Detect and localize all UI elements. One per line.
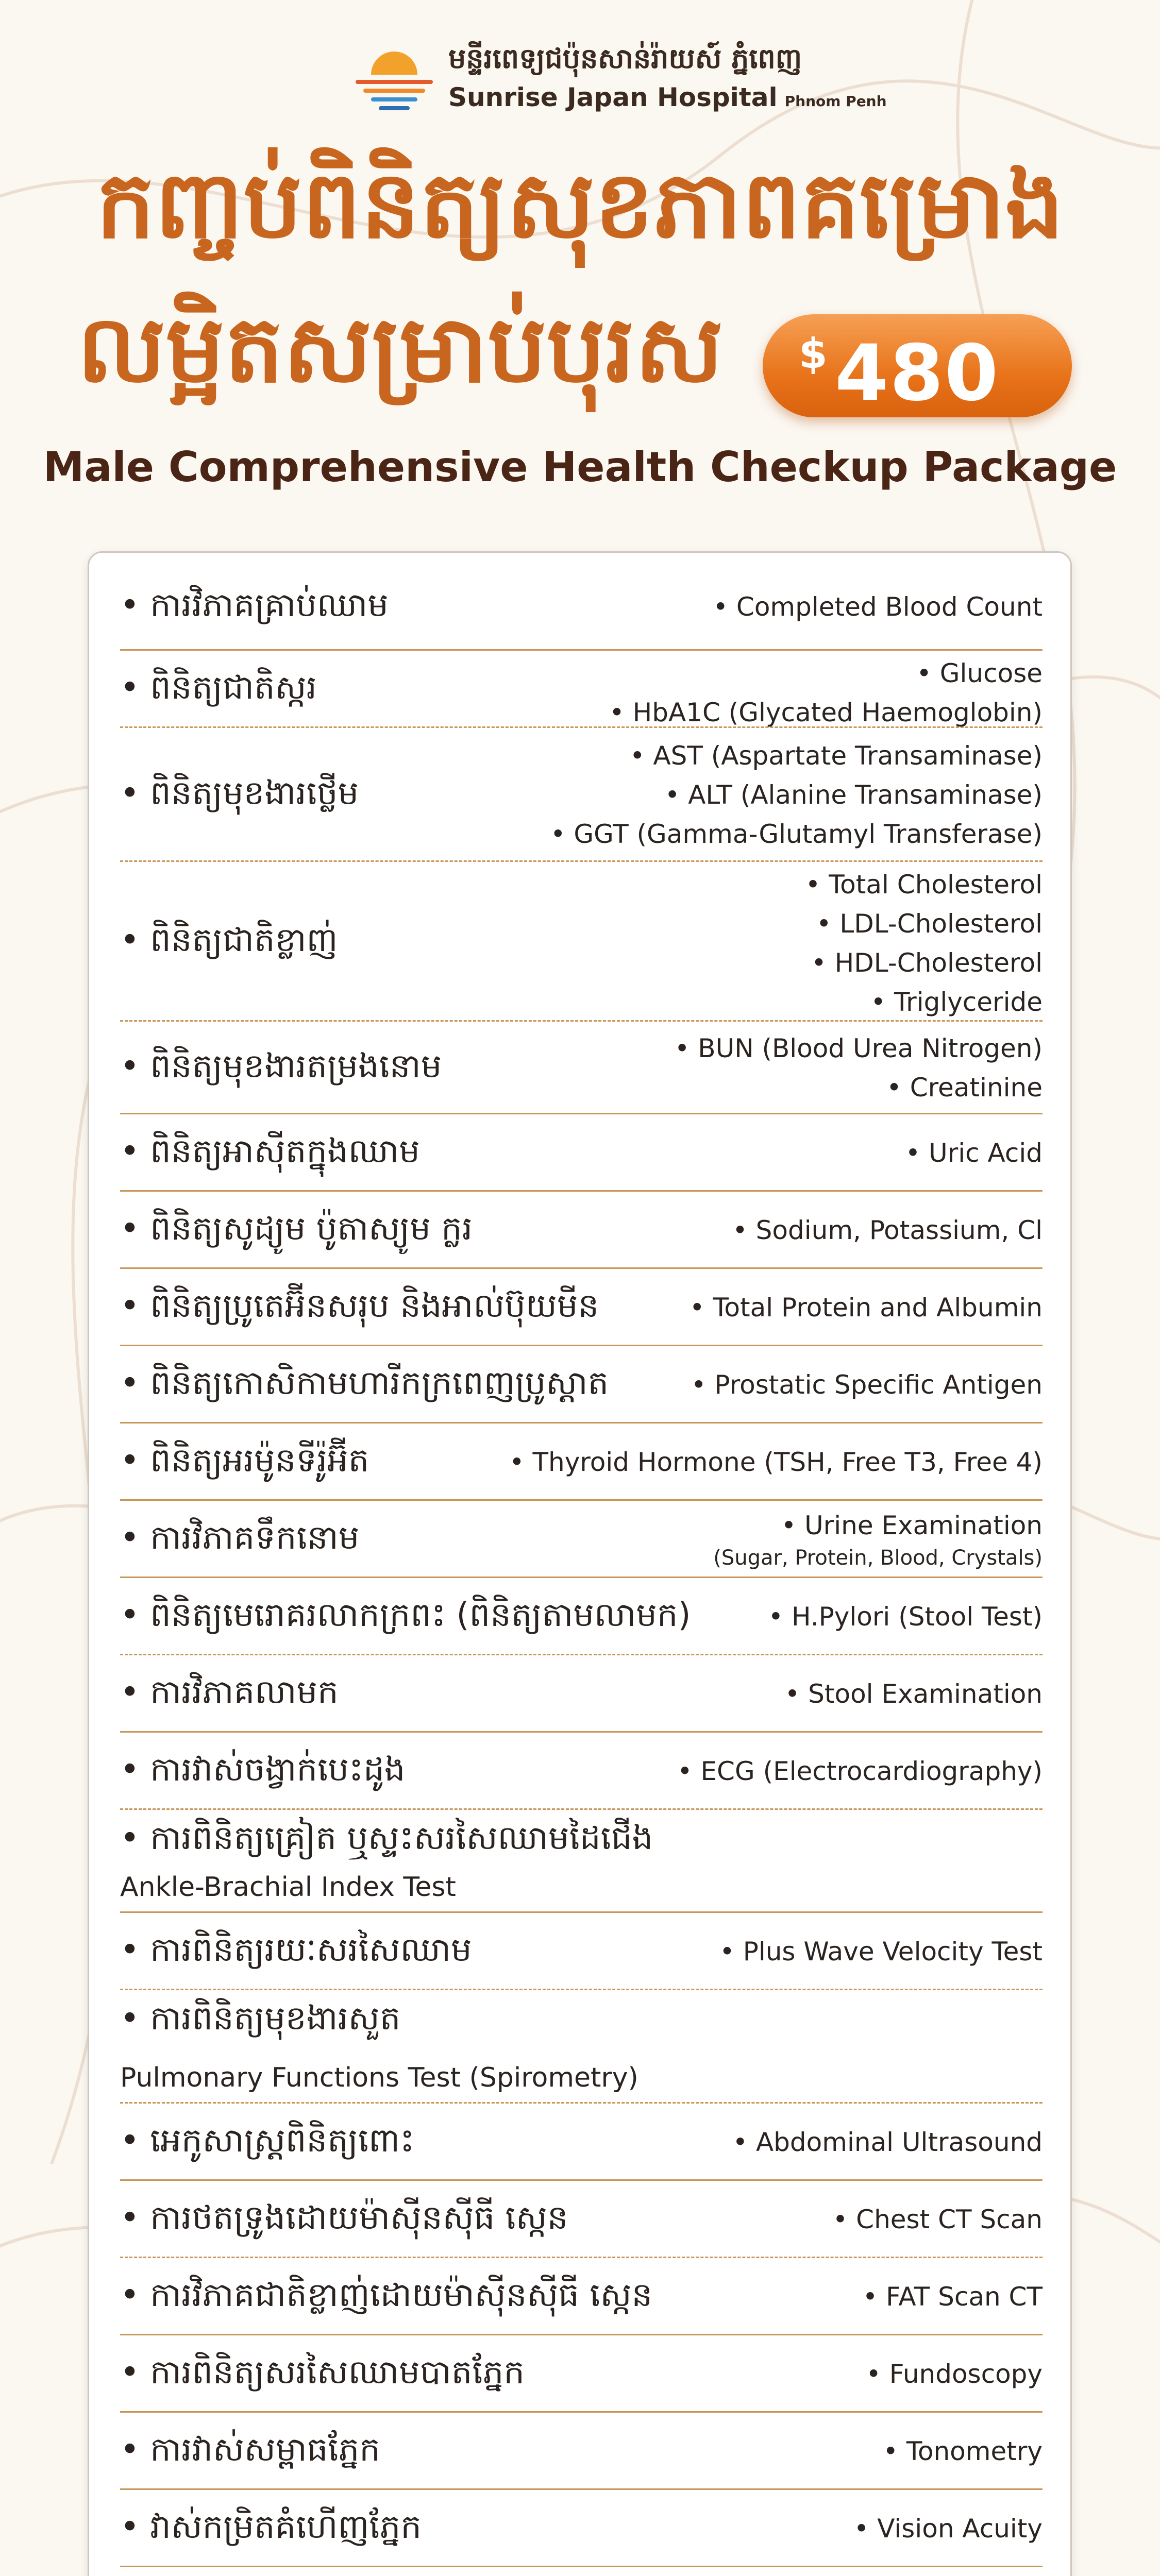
checkup-item-khmer: • ការវិភាគទឹកនោម	[120, 1517, 359, 1565]
checkup-item-row	[120, 2258, 1043, 2335]
package-subtitle: Male Comprehensive Health Checkup Package	[43, 443, 1117, 491]
checkup-item-row	[120, 2413, 1043, 2490]
checkup-item-row	[120, 1810, 1043, 1913]
checkup-item-english-line: • H.Pylori (Stool Test)	[768, 1597, 1043, 1636]
checkup-item-row	[120, 1269, 1043, 1346]
checkup-item-english	[690, 1288, 1043, 1327]
checkup-item-english-line: • Thyroid Hormone (TSH, Free T3, Free 4)	[509, 1443, 1043, 1482]
checkup-item-khmer: • ពិនិត្យកោសិកាមហារីកក្រពេញប្រូស្តាត	[120, 1362, 609, 1411]
checkup-item-english	[719, 1932, 1043, 1971]
checkup-item-english	[768, 1597, 1043, 1636]
hospital-name-english-text: Sunrise Japan Hospital	[448, 82, 778, 112]
checkup-item-khmer: • ការវិភាគជាតិខ្លាញ់ដោយម៉ាស៊ីនស៊ីធី ស្កេន	[120, 2274, 652, 2323]
checkup-item-khmer: • ការពិនិត្យគ្រៀត ឬស្ទះសរសៃឈាមដៃជើង	[120, 1817, 653, 1866]
price-value: 480	[835, 329, 1000, 418]
checkup-item-row	[120, 651, 1043, 728]
checkup-item-english	[733, 2123, 1043, 2162]
checkup-item-khmer: • ការពិនិត្យមុខងារសួត	[120, 1997, 400, 2046]
checkup-item-khmer: • ការពិនិត្យរយៈសរសៃឈាម	[120, 1929, 472, 1977]
checkup-item-khmer: • ការវិភាគលាមក	[120, 1671, 339, 1720]
package-title-line2: លម្អិតសម្រាប់បុរស	[77, 296, 724, 403]
checkup-item-row	[120, 563, 1043, 651]
checkup-item-row	[120, 2567, 1043, 2576]
checkup-item-english	[732, 1211, 1043, 1250]
checkup-item-english-line: • LDL-Cholesterol	[805, 904, 1043, 943]
checkup-item-english-line: • Uric Acid	[905, 1133, 1043, 1173]
checkup-item-khmer: • ពិនិត្យមេរោគរលាកក្រពះ (ពិនិត្យតាមលាមក)	[120, 1594, 691, 1642]
checkup-item-english	[509, 1443, 1043, 1482]
checkup-item-english	[691, 1365, 1043, 1404]
hospital-city: Phnom Penh	[784, 93, 887, 110]
checkup-item-english-line: • HbA1C (Glycated Haemoglobin)	[609, 693, 1043, 732]
checkup-item-english-line: • ECG (Electrocardiography)	[677, 1752, 1043, 1791]
checkup-item-english	[785, 1674, 1043, 1714]
checkup-item-row	[120, 1022, 1043, 1114]
checkup-item-english-line: • ALT (Alanine Transaminase)	[550, 775, 1043, 815]
package-title-line1: កញ្ចប់ពិនិត្យសុខភាពគម្រោង	[96, 151, 1064, 259]
price-badge	[763, 314, 1072, 417]
checkup-item-english	[854, 2509, 1043, 2548]
checkup-item-row	[120, 1346, 1043, 1423]
checkup-item-english-line: • BUN (Blood Urea Nitrogen)	[675, 1029, 1043, 1068]
checkup-item-english	[883, 2432, 1043, 2471]
checkup-item-english-line: • Triglyceride	[805, 982, 1043, 1022]
checkup-item-english: Ankle-Brachial Index Test	[120, 1872, 456, 1903]
checkup-item-english	[833, 2200, 1043, 2239]
sunrise-logo-icon	[350, 36, 438, 113]
checkup-item-english	[550, 736, 1043, 854]
checkup-item-english	[675, 1029, 1043, 1107]
checkup-item-row	[120, 1990, 1043, 2104]
checkup-item-english	[677, 1752, 1043, 1791]
checkup-item-english	[805, 865, 1043, 1022]
hospital-name-english	[448, 82, 887, 112]
checkup-item-khmer: • ពិនិត្យអរម៉ូនទីរ៉ូអ៊ីត	[120, 1439, 369, 1488]
checkup-item-english-line: • Plus Wave Velocity Test	[719, 1932, 1043, 1971]
checkup-item-row	[120, 1733, 1043, 1810]
checkup-item-khmer: • អេកូសាស្ត្រពិនិត្យពោះ	[120, 2120, 414, 2168]
checkup-item-khmer: • ពិនិត្យមុខងារថ្លើម	[120, 772, 359, 821]
checkup-item-english-line: • Vision Acuity	[854, 2509, 1043, 2548]
checkup-item-khmer: • ពិនិត្យមុខងារតម្រងនោម	[120, 1045, 442, 1094]
checkup-item-english-line: • GGT (Gamma-Glutamyl Transferase)	[550, 815, 1043, 854]
checkup-item-row	[120, 1114, 1043, 1192]
checkup-item-row	[120, 2104, 1043, 2181]
checkup-item-row	[120, 728, 1043, 862]
checkup-item-row	[120, 2335, 1043, 2413]
price-currency: $	[799, 330, 828, 378]
checkup-item-english	[905, 1133, 1043, 1173]
checkup-item-english-line: • Fundoscopy	[866, 2354, 1043, 2394]
checkup-item-english-line: • Urine Examination	[713, 1506, 1043, 1545]
checkup-item-english-line: • Completed Blood Count	[713, 587, 1043, 626]
checkup-item-khmer: • វាស់កម្រិតគំហើញភ្នែក	[120, 2506, 422, 2554]
checkup-item-row	[120, 1655, 1043, 1733]
checkup-item-english	[609, 654, 1043, 732]
checkup-item-english	[863, 2277, 1043, 2316]
checkup-item-khmer: • ពិនិត្យអាស៊ីតក្នុងឈាម	[120, 1130, 420, 1179]
checkup-item-khmer: • ការពិនិត្យសរសៃឈាមបាតភ្នែក	[120, 2351, 525, 2400]
checkup-item-english-line: • Stool Examination	[785, 1674, 1043, 1714]
checkup-item-khmer: • ការវាស់ចង្វាក់បេះដូង	[120, 1749, 405, 1797]
checkup-item-khmer: • ពិនិត្យប្រូតេអ៊ីនសរុប និងអាល់ប៊ុយមីន	[120, 1285, 599, 1333]
checkup-item-english-line: • Chest CT Scan	[833, 2200, 1043, 2239]
checkup-item-khmer: • ពិនិត្យសូដ្យូម ប៉ូតាស្យូម ក្លរ	[120, 1208, 473, 1256]
checkup-item-row	[120, 1578, 1043, 1655]
hospital-name-khmer: មន្ទីរពេទ្យជប៉ុនសាន់រ៉ាយស៍ ភ្នំពេញ	[448, 42, 802, 75]
checkup-item-row	[120, 1423, 1043, 1501]
checkup-item-english-line: • Creatinine	[675, 1068, 1043, 1107]
checkup-item-english	[866, 2354, 1043, 2394]
checkup-item-row	[120, 862, 1043, 1022]
checkup-item-english-line: • FAT Scan CT	[863, 2277, 1043, 2316]
checkup-items-card	[88, 551, 1072, 2576]
checkup-item-row	[120, 2490, 1043, 2567]
checkup-item-english-line: • Tonometry	[883, 2432, 1043, 2471]
checkup-item-english-line: • Total Protein and Albumin	[690, 1288, 1043, 1327]
checkup-item-row	[120, 2181, 1043, 2258]
checkup-item-english	[713, 1506, 1043, 1571]
checkup-item-english-line: • Abdominal Ultrasound	[733, 2123, 1043, 2162]
checkup-item-english-line: • Sodium, Potassium, Cl	[732, 1211, 1043, 1250]
checkup-item-row	[120, 1913, 1043, 1990]
checkup-item-english-line: • AST (Aspartate Transaminase)	[550, 736, 1043, 775]
checkup-item-english-line: • Prostatic Specific Antigen	[691, 1365, 1043, 1404]
checkup-item-khmer: • ការវាស់សម្ពាធភ្នែក	[120, 2429, 380, 2477]
checkup-item-khmer: • ពិនិត្យជាតិខ្លាញ់	[120, 919, 338, 968]
header	[0, 26, 1160, 129]
checkup-item-khmer: • ការថតទ្រូងដោយម៉ាស៊ីនស៊ីធី ស្កេន	[120, 2197, 568, 2245]
checkup-item-english-line: • Glucose	[609, 654, 1043, 693]
checkup-item-khmer: • ការវិភាគគ្រាប់ឈាម	[120, 584, 389, 633]
checkup-item-row	[120, 1501, 1043, 1578]
checkup-item-english-line: • HDL-Cholesterol	[805, 943, 1043, 982]
checkup-item-row	[120, 1192, 1043, 1269]
checkup-item-khmer: • ពិនិត្យជាតិស្ករ	[120, 667, 317, 715]
checkup-item-english: Pulmonary Functions Test (Spirometry)	[120, 2062, 638, 2093]
checkup-item-english	[713, 587, 1043, 626]
checkup-item-english-detail: (Sugar, Protein, Blood, Crystals)	[713, 1546, 1043, 1570]
checkup-item-english-line: • Total Cholesterol	[805, 865, 1043, 904]
